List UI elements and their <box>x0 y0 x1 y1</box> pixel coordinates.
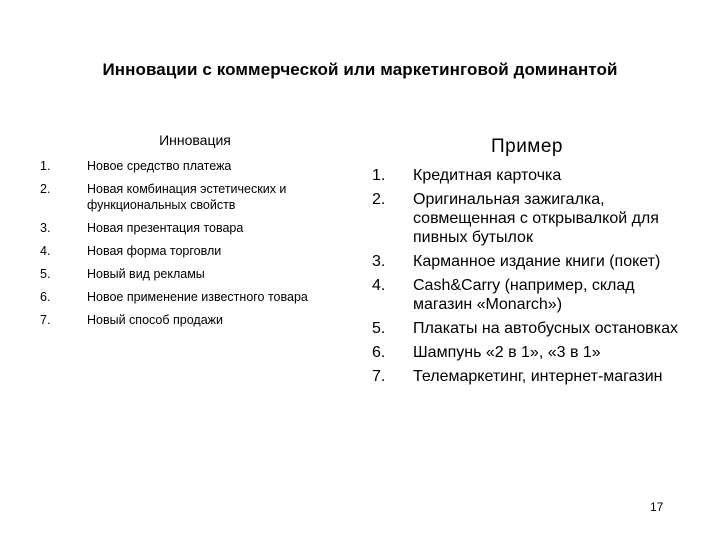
item-number: 6. <box>40 290 51 304</box>
example-list <box>372 166 682 386</box>
item-text: Кредитная карточка <box>413 167 562 184</box>
innovation-list <box>40 158 350 328</box>
list-item <box>40 289 350 305</box>
item-number: 7. <box>40 313 51 327</box>
list-item <box>372 343 682 362</box>
innovation-heading: Инновация <box>159 132 231 148</box>
item-number: 3. <box>40 221 51 235</box>
list-item <box>40 220 350 236</box>
innovation-column <box>40 132 350 335</box>
item-text: Шампунь «2 в 1», «3 в 1» <box>413 344 601 361</box>
list-item <box>372 166 682 185</box>
item-text: Новая комбинация эстетических и функциональных свойств <box>87 182 287 212</box>
item-text: Новый вид рекламы <box>87 267 205 281</box>
list-item <box>372 319 682 338</box>
list-item <box>372 367 682 386</box>
item-text: Новый способ продажи <box>87 313 223 327</box>
list-item <box>40 181 350 213</box>
item-text: Плакаты на автобусных остановках <box>413 320 679 337</box>
list-item <box>372 276 682 314</box>
example-heading: Пример <box>490 136 564 157</box>
item-text: Новое средство платежа <box>87 159 232 173</box>
item-number: 2. <box>40 182 51 196</box>
item-text: Новая презентация товара <box>87 221 244 235</box>
item-number: 5. <box>40 267 51 281</box>
item-text: Cash&Carry (например, склад магазин «Monarch») <box>413 277 635 313</box>
list-item <box>40 243 350 259</box>
list-item <box>40 266 350 282</box>
item-text: Новое применение известного товара <box>87 290 308 304</box>
item-text: Новая форма торговли <box>87 244 222 258</box>
item-number: 1. <box>40 159 51 173</box>
list-item <box>40 158 350 174</box>
item-text: Оригинальная зажигалка, совмещенная с открывалкой для пивных бутылок <box>413 191 659 246</box>
item-number: 3. <box>372 253 386 270</box>
item-number: 5. <box>372 320 386 337</box>
item-number: 6. <box>372 344 386 361</box>
slide-title: Инновации с коммерческой или маркетинговой доминантой <box>102 60 618 79</box>
list-item <box>372 190 682 247</box>
item-number: 2. <box>372 191 386 208</box>
item-number: 4. <box>372 277 386 294</box>
example-column <box>372 136 682 391</box>
item-number: 1. <box>372 167 386 184</box>
item-number: 4. <box>40 244 51 258</box>
item-text: Карманное издание книги (покет) <box>413 253 661 270</box>
list-item <box>40 312 350 328</box>
page-number: 17 <box>650 500 664 514</box>
item-number: 7. <box>372 368 386 385</box>
item-text: Телемаркетинг, интернет-магазин <box>413 368 663 385</box>
list-item <box>372 252 682 271</box>
